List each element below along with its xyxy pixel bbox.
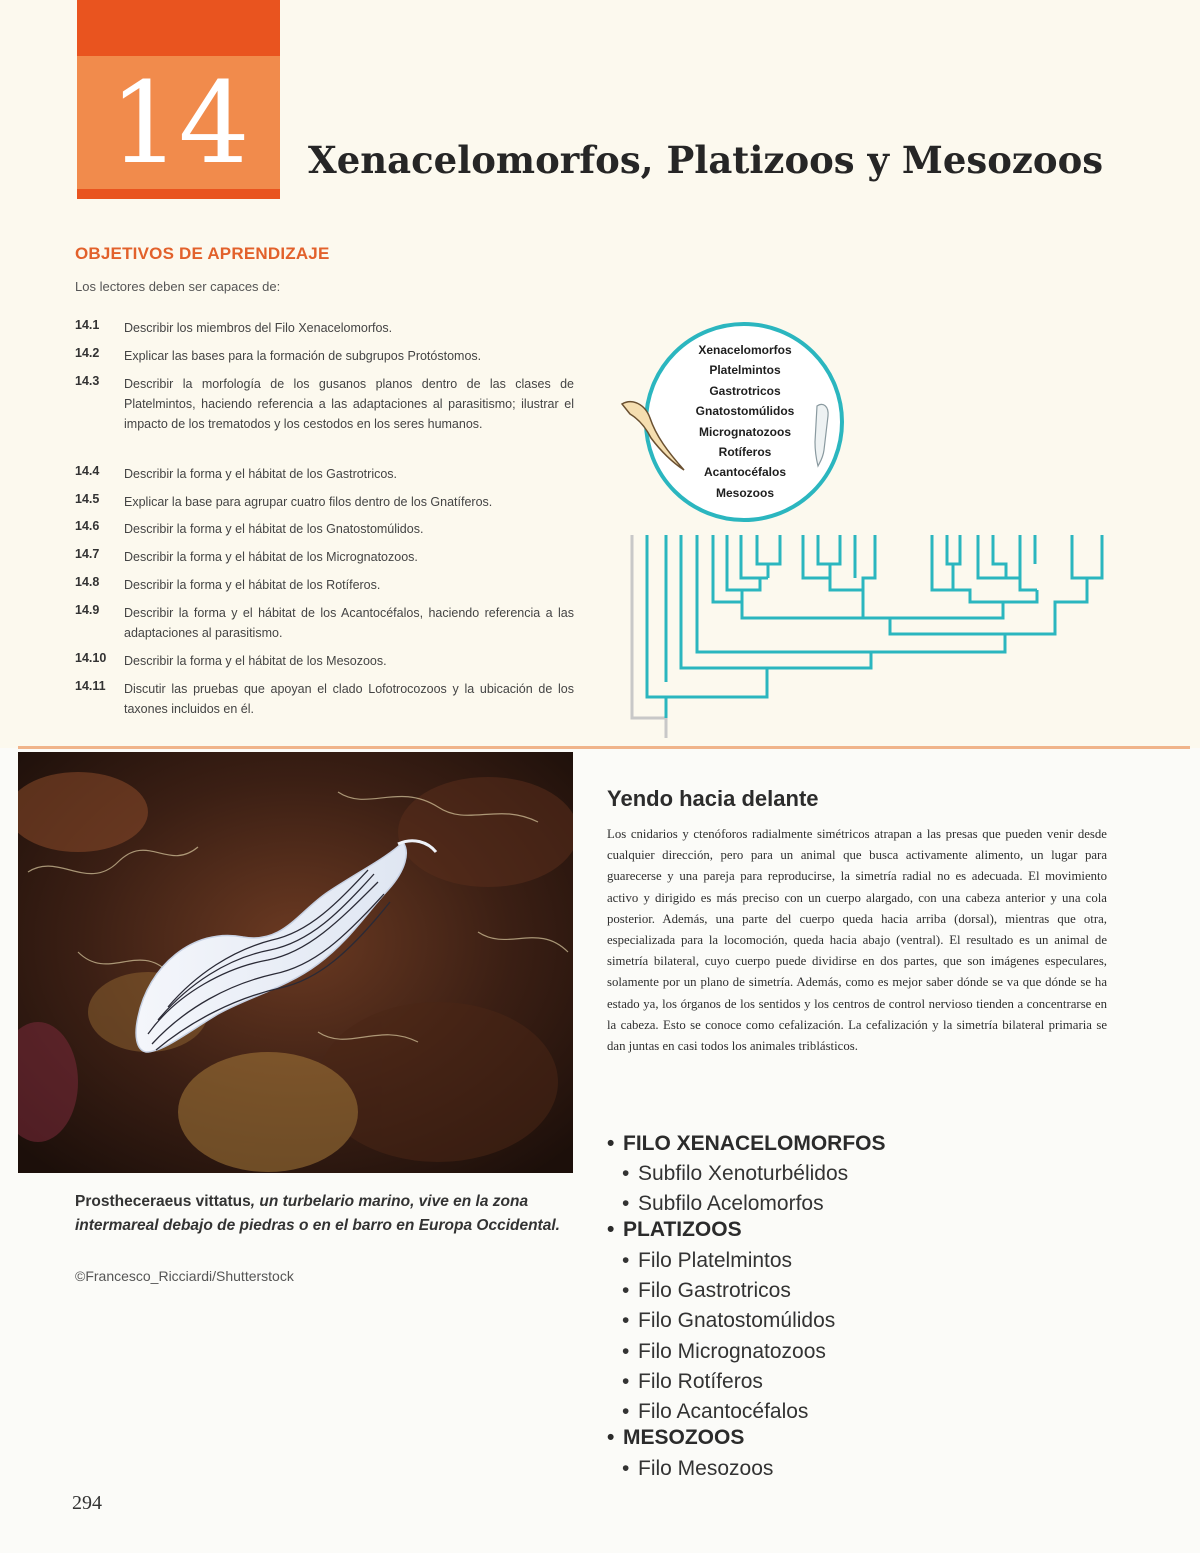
- objective-text: Describir la forma y el hábitat de los Micrognatozoos.: [124, 550, 418, 564]
- photo-credit: ©Francesco_Ricciardi/Shutterstock: [75, 1268, 294, 1284]
- caption-species: Prostheceraeus vittatus: [75, 1193, 251, 1210]
- objective-text: Discutir las pruebas que apoyan el clado Lofotrocozoos y la ubicación de los taxones incluidos en él.: [124, 682, 574, 716]
- taxon-label: Xenacelomorfos: [698, 343, 792, 357]
- objective-text: Describir la forma y el hábitat de los Mesozoos.: [124, 654, 387, 668]
- objective-number: 14.5: [75, 492, 100, 506]
- objectives-heading: OBJETIVOS DE APRENDIZAJE: [75, 244, 330, 263]
- taxon-label: Platelmintos: [709, 363, 781, 378]
- taxonomy-item: • Filo Micrognatozoos: [622, 1340, 826, 1363]
- objective-text: Explicar la base para agrupar cuatro filos dentro de los Gnatíferos.: [124, 495, 493, 509]
- section-body: Los cnidarios y ctenóforos radialmente simétricos atrapan a las presas que pueden venir desde cualquier dirección, pero para un animal que busca activamente alimento, un lugar para guarecerse y una pareja para reproducirse, la simetría radial no es adecuada. El movimiento activo y dirigido es más preciso con un cuerpo alargado, con una cabeza anterior y una cola posterior. Además, una parte del cuerpo queda hacia arriba (dorsal), mientras que otra, especializada para la locomoción, queda hacia abajo (ventral). El resultado es un animal de simetría bilateral, cuyo cuerpo puede dividirse en dos partes, que son imágenes especulares, solamente por un plano de simetría. Además, como es mejor saber dónde se va que dónde se ha estado ya, los órganos de los sentidos y los centros de control nervioso tienden a concentrarse en la cabeza. Esto se conoce como cefalización. La cefalización y la simetría bilateral primaria se dan juntas en casi todos los animales triblásticos.: [607, 827, 1107, 1054]
- taxonomy-item: • Subfilo Acelomorfos: [622, 1192, 824, 1215]
- taxon-label: Acantocéfalos: [703, 465, 787, 480]
- section-title: Yendo hacia delante: [607, 786, 819, 811]
- taxonomy-item: • MESOZOOS: [607, 1426, 745, 1449]
- objective-number: 14.10: [75, 651, 107, 665]
- cladogram-taxa-list: [645, 340, 845, 503]
- objective-number: 14.2: [75, 346, 100, 360]
- objective-text: Describir los miembros del Filo Xenacelomorfos.: [124, 321, 393, 335]
- cladogram-branches: [647, 535, 1102, 697]
- objective-number: 14.11: [75, 679, 106, 693]
- objective-number: 14.1: [75, 318, 100, 332]
- objective-text: Describir la forma y el hábitat de los Rotíferos.: [124, 578, 381, 592]
- taxonomy-item: • PLATIZOOS: [607, 1218, 742, 1241]
- objective-number: 14.6: [75, 519, 100, 533]
- cladogram-root: [632, 535, 666, 738]
- taxonomy-item: • Filo Rotíferos: [622, 1370, 763, 1393]
- taxonomy-item: • Subfilo Xenoturbélidos: [622, 1162, 849, 1185]
- page-number: 294: [72, 1492, 102, 1514]
- objective-text: Explicar las bases para la formación de subgrupos Protóstomos.: [124, 349, 482, 363]
- chapter-number: 14: [109, 59, 248, 189]
- objective-number: 14.3: [75, 374, 100, 388]
- objective-number: 14.4: [75, 464, 100, 478]
- objectives-intro: Los lectores deben ser capaces de:: [75, 279, 281, 294]
- taxonomy-item: • FILO XENACELOMORFOS: [607, 1132, 886, 1155]
- chapter-title: Xenacelomorfos, Platizoos y Mesozoos: [308, 138, 1104, 182]
- caption-description: , un turbelario marino, vive en la zona intermareal debajo de piedras o en el barro en Europa Occidental.: [75, 1193, 560, 1234]
- photo-caption: [75, 1190, 575, 1238]
- taxonomy-item: • Filo Mesozoos: [622, 1457, 774, 1480]
- taxon-label: Mesozoos: [715, 485, 774, 500]
- taxonomy-item: • Filo Acantocéfalos: [622, 1400, 809, 1423]
- section-divider: [18, 746, 1190, 749]
- taxonomy-item: • Filo Gastrotricos: [622, 1279, 791, 1302]
- taxon-label: Gnatostomúlidos: [695, 404, 795, 419]
- taxonomy-item: • Filo Platelmintos: [622, 1249, 793, 1272]
- taxon-label: Gastrotricos: [709, 383, 781, 398]
- objective-text: Describir la forma y el hábitat de los Gastrotricos.: [124, 467, 398, 481]
- objective-number: 14.7: [75, 547, 100, 561]
- objective-text: Describir la forma y el hábitat de los Acantocéfalos, haciendo referencia a las adaptaciones al parasitismo.: [124, 606, 574, 640]
- chapter-number-block: [77, 0, 280, 199]
- taxon-label: Micrognatozoos: [699, 424, 791, 439]
- objective-text: Describir la morfología de los gusanos planos dentro de las clases de Platelmintos, haciendo referencia a las adaptaciones al parasitismo; ilustrar el impacto de los trematodos y los cestodos en los seres humanos.: [124, 377, 574, 431]
- taxon-label: Rotíferos: [718, 445, 772, 460]
- flatworm-photo: [18, 752, 573, 1173]
- objective-number: 14.9: [75, 603, 100, 617]
- objective-text: Describir la forma y el hábitat de los Gnatostomúlidos.: [124, 522, 424, 536]
- taxonomy-item: • Filo Gnatostomúlidos: [622, 1309, 836, 1332]
- objective-number: 14.8: [75, 575, 100, 589]
